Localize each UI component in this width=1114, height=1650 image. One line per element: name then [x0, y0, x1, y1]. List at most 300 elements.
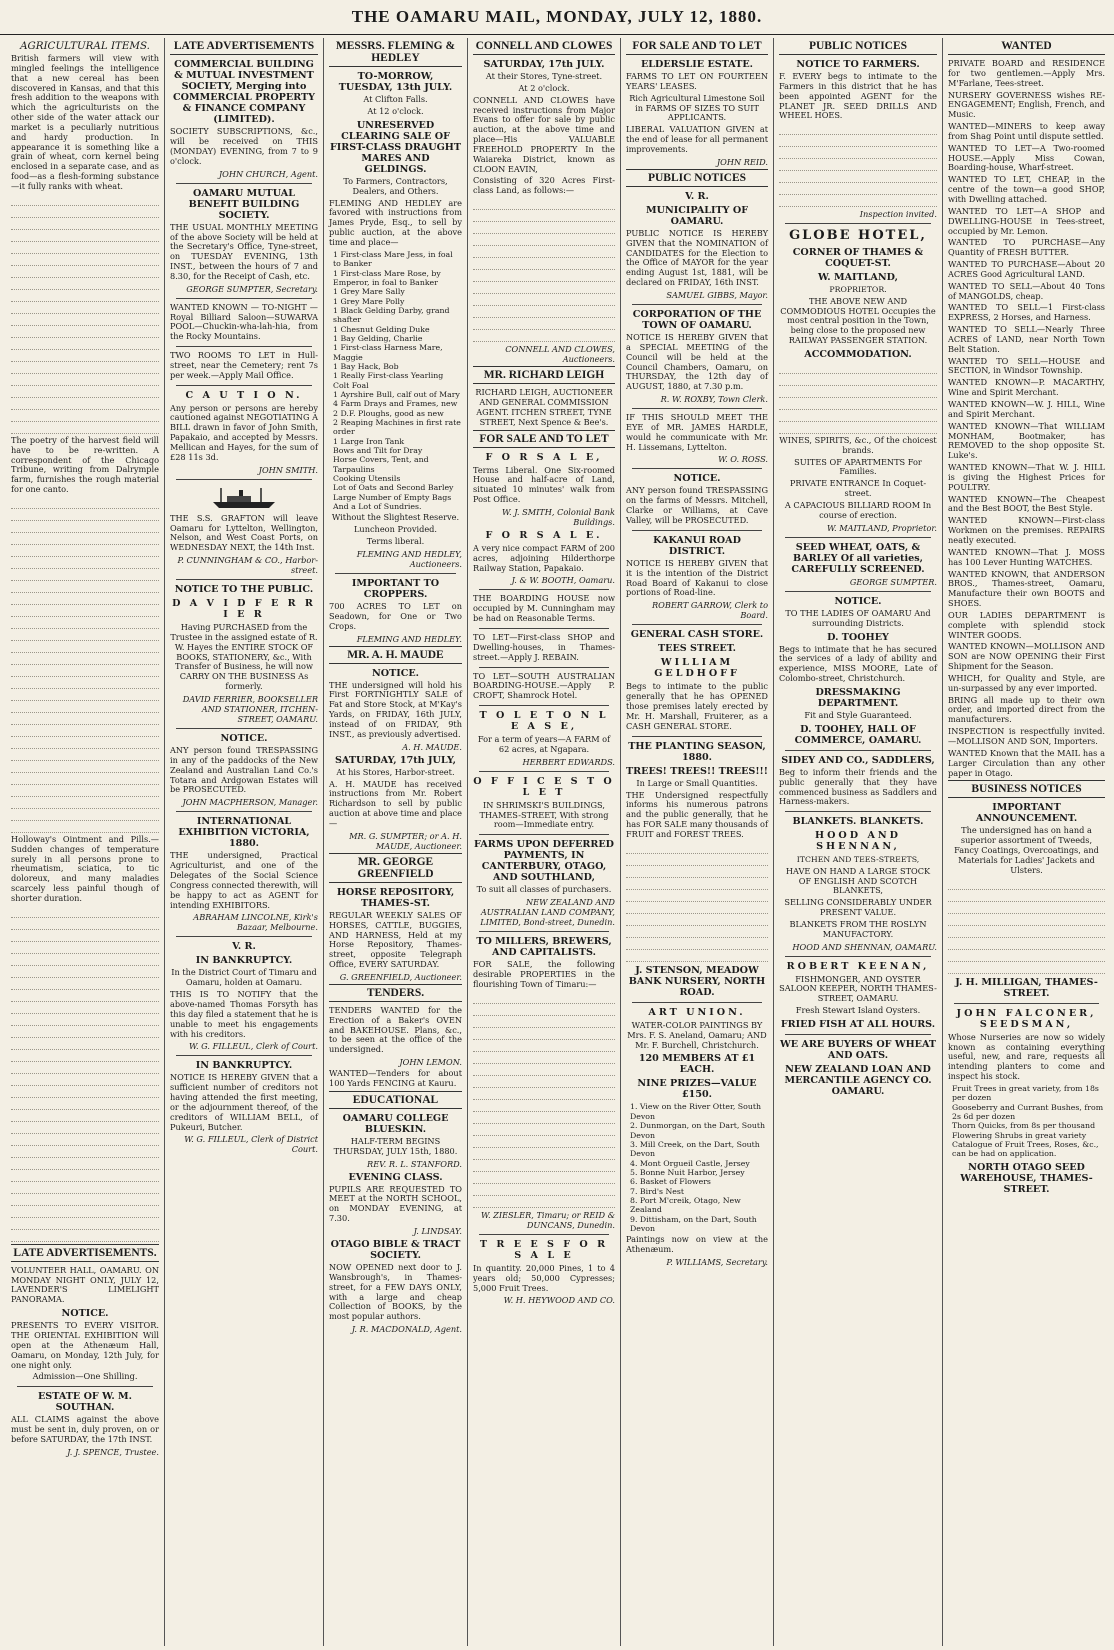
- text-lines: [626, 844, 768, 962]
- notice-title: THE PLANTING SEASON, 1880.: [628, 740, 766, 763]
- section-heading: PUBLIC NOTICES: [626, 169, 768, 187]
- signature: J. R. MACDONALD, Agent.: [351, 1324, 462, 1335]
- advert-text: NOTICE IS HEREBY GIVEN that a sufficient number of creditors not having attended the first meeting, or the adjournment thereof, of the creditors of WILLIAM BELL, of Pukeuri, Butcher.: [170, 1072, 318, 1132]
- signature: J. & W. BOOTH, Oamaru.: [511, 575, 615, 586]
- advert-text: ANY person found TRESPASSING in any of the paddocks of the New Zealand and Australian Land Co.'s Totara and Ardgowan Estates will be PROSECUTED.: [170, 745, 318, 795]
- wanted-ad: WANTED TO LET—A Two-roomed HOUSE.—Apply Miss Cowan, Boarding-house, Wharf-street.: [948, 142, 1105, 173]
- notice-title: SEED WHEAT, OATS, & BARLEY Of all varieties, CAREFULLY SCREENED.: [791, 541, 925, 575]
- list-item: 2 D.F. Ploughs, good as new: [333, 408, 444, 418]
- column-public-notices: [774, 38, 943, 1646]
- advert-text: ALL CLAIMS against the above must be sent in, duly proven, on or before SATURDAY, the 17th INST.: [11, 1414, 159, 1444]
- notice-title: EVENING CLASS.: [348, 1171, 443, 1183]
- list-item: 1 Grey Mare Sally: [333, 287, 405, 297]
- text-lines: [948, 880, 1105, 974]
- advert-text: ITCHEN AND TEES-STREETS,: [796, 855, 920, 865]
- list-item: Horse Covers, Tent, and Tarpaulins: [333, 455, 429, 474]
- advertiser-name: JOHN FALCONER, SEEDSMAN,: [956, 1007, 1097, 1030]
- list-item: 1. View on the River Otter, South Devon: [630, 1102, 762, 1121]
- wanted-ad: OUR LADIES DEPARTMENT is complete with splendid stock WINTER GOODS.: [948, 609, 1105, 640]
- notice-title: INTERNATIONAL EXHIBITION VICTORIA, 1880.: [178, 816, 310, 850]
- signature: JOHN CHURCH, Agent.: [218, 168, 318, 179]
- notice-title: COMMERCIAL BUILDING & MUTUAL INVESTMENT SOCIETY, Merging into COMMERCIAL PROPERTY & FINANCE COMPANY (LIMITED).: [172, 59, 316, 126]
- text-lines: [11, 499, 159, 833]
- late-advertisements-heading: LATE ADVERTISEMENTS.: [11, 1244, 159, 1262]
- signature: W. G. FILLEUL, Clerk of Court.: [189, 1041, 318, 1052]
- divider: [479, 705, 609, 706]
- proprietor-label: PROPRIETOR.: [829, 285, 887, 295]
- royal-cipher: V. R.: [232, 941, 256, 953]
- list-item: Large Number of Empty Bags: [333, 492, 452, 502]
- signature: FLEMING AND HEDLEY, Auctioneers.: [356, 548, 462, 569]
- advertiser-name: WILLIAM GELDHOFF: [654, 657, 740, 680]
- signature: GEORGE SUMPTER.: [849, 576, 937, 587]
- divider: [479, 771, 609, 772]
- list-item: 1 First-class Mare Rose, by Emperor, in foal to Banker: [333, 268, 441, 287]
- notice-subtitle: CORNER OF THAMES & COQUET-ST.: [792, 247, 924, 270]
- divider: [785, 956, 931, 957]
- divider: [176, 183, 312, 184]
- notice-title: OAMARU MUTUAL BENEFIT BUILDING SOCIETY.: [188, 187, 300, 221]
- column-connell-clowes: [468, 38, 621, 1646]
- section-heading: CONNELL AND CLOWES: [473, 38, 615, 55]
- advert-text: The undersigned has on hand a superior assortment of Tweeds, Fancy Coatings, Overcoatings, and Materials for Ladies' Jackets and Ulsters.: [954, 825, 1099, 875]
- advert-text: Fresh Stewart Island Oysters.: [795, 1005, 921, 1016]
- notice-subtitle: DRESSMAKING DEPARTMENT.: [815, 686, 901, 709]
- sale-date: TO-MORROW, TUESDAY, 13th JULY.: [338, 71, 453, 94]
- section-heading: TENDERS.: [329, 984, 462, 1002]
- advert-text: WATER-COLOR PAINTINGS BY Mrs. F. S. Aneland, Oamaru; AND Mr. F. Burchell, Christchurch.: [627, 1019, 767, 1050]
- advert-title: F O R S A L E,: [485, 451, 603, 463]
- advert-title: T R E E S F O R S A L E: [479, 1238, 609, 1261]
- advert-text: Fit and Style Guaranteed.: [804, 709, 912, 720]
- list-item: 1 Bay Gelding, Charlie: [333, 333, 423, 343]
- wanted-ad: NURSERY GOVERNESS wishes RE-ENGAGEMENT; English, French, and Music.: [948, 89, 1105, 120]
- wanted-ad: WANTED TO SELL—About 40 Tons of MANGOLDS, cheap.: [948, 280, 1105, 301]
- article-paragraph: Holloway's Ointment and Pills.—Sudden changes of temperature surely in all persons prone to rheumatism, sciatica, to tic doloreux, and many maladies scarcely less painful though of shorter duration.: [11, 833, 159, 903]
- section-heading: EDUCATIONAL: [329, 1091, 462, 1109]
- notice-title: IMPORTANT TO CROPPERS.: [351, 577, 440, 600]
- notice-title: ESTATE OF W. M. SOUTHAN.: [38, 1391, 132, 1414]
- divider: [176, 479, 312, 480]
- signature: ROBERT GARROW, Clerk to Board.: [651, 600, 768, 621]
- prize-list: [626, 1102, 768, 1233]
- advertiser-name: D A V I D F E R R I E R: [172, 598, 316, 621]
- hotel-name: GLOBE HOTEL,: [789, 228, 927, 244]
- advert-text: WANTED KNOWN — TO-NIGHT — Royal Billiard Saloon—SUWARVA POOL—Chuckin-wha-lah-hia, from the Rocky Mountains.: [170, 301, 318, 342]
- signature: W. J. SMITH, Colonial Bank Buildings.: [502, 506, 615, 527]
- advertiser-name: D. TOOHEY: [827, 631, 889, 643]
- wanted-ad: WANTED TO PURCHASE—Any Quantity of FRESH BUTTER.: [948, 237, 1105, 258]
- divider: [479, 589, 609, 590]
- advert-text: HALF-TERM BEGINS THURSDAY, JULY 15th, 1880.: [333, 1135, 458, 1156]
- list-item: Catalogue of Fruit Trees, Roses, &c., can be had on application.: [952, 1140, 1099, 1159]
- divider: [632, 408, 762, 409]
- list-item: Flowering Shrubs in great variety: [952, 1130, 1087, 1140]
- section-heading: FOR SALE AND TO LET: [473, 430, 615, 448]
- steamship-icon: [209, 484, 279, 510]
- wanted-ad: WANTED KNOWN—MOLLISON AND SON are NOW OPENING their First Shipment for the Season.: [948, 641, 1105, 672]
- advert-text: THIS IS TO NOTIFY that the above-named Thomas Forsyth has this day filed a statement that he is unable to meet his engagements with his creditors.: [170, 989, 318, 1039]
- wanted-ad: WANTED KNOWN, that ANDERSON BROS., Thames-street, Oamaru, Manufacture their own BOOTS and SHOES.: [948, 568, 1105, 609]
- notice-title: WE ARE BUYERS OF WHEAT AND OATS.: [779, 1038, 937, 1061]
- divider: [479, 667, 609, 668]
- signature: P. WILLIAMS, Secretary.: [666, 1256, 768, 1267]
- notice-subtitle: FRIED FISH AT ALL HOURS.: [780, 1018, 936, 1030]
- advert-text: Terms Liberal. One Six-roomed House and half-acre of Land, situated 10 minutes' walk from Post Office.: [473, 464, 615, 505]
- divider: [632, 624, 762, 625]
- advert-text: A CAPACIOUS BILLIARD ROOM In course of erection.: [784, 500, 932, 520]
- advert-text: NOTICE IS HEREBY GIVEN that a SPECIAL MEETING of the Council will be held at the Council Chambers, Oamaru, on THURSDAY, the 12th day of AUGUST, 1880, at 7.30 p.m.: [626, 332, 768, 392]
- list-item: 4. Mont Orgueil Castle, Jersey: [630, 1158, 750, 1168]
- advert-text: Begs to intimate that he has secured the services of a lady of ability and experience, MISS MOORE, Late of Colombo-street, Christchurch.: [779, 643, 937, 684]
- wanted-ad: INSPECTION is respectfully invited.—MOLLISON AND SON, Importers.: [948, 726, 1105, 746]
- list-item: 1 Bay Hack, Bob: [333, 361, 399, 371]
- advertiser-name: NEW ZEALAND LOAN AND MERCANTILE AGENCY CO. OAMARU.: [784, 1064, 932, 1098]
- signature: GEORGE SUMPTER, Secretary.: [186, 283, 318, 294]
- divider: [479, 834, 609, 835]
- divider: [785, 591, 931, 592]
- advert-title: ART UNION.: [648, 1006, 746, 1018]
- advert-text: LIBERAL VALUATION GIVEN at the end of lease for all permanent improvements.: [626, 124, 768, 154]
- signature: J. J. SPENCE, Trustee.: [67, 1446, 159, 1457]
- notice-title: FARMS UPON DEFERRED PAYMENTS, IN CANTERBURY, OTAGO, AND SOUTHLAND,: [474, 839, 614, 884]
- advert-text: A very nice compact FARM of 200 acres, adjoining Hilderthorpe Railway Station, Papakaio.: [473, 542, 615, 573]
- advert-text: THE BOARDING HOUSE now occupied by M. Cunningham may be had on Reasonable Terms.: [473, 593, 615, 624]
- advert-text: To Farmers, Contractors, Dealers, and Others.: [343, 175, 448, 196]
- sale-place: At their Stores, Tyne-street.: [485, 71, 603, 82]
- advertiser-name: NORTH OTAGO SEED WAREHOUSE, THAMES-STREET.: [960, 1161, 1093, 1195]
- divider: [176, 1055, 312, 1056]
- list-item: 1 Ayrshire Bull, calf out of Mary: [333, 389, 460, 399]
- signature: J. LINDSAY.: [413, 1225, 462, 1236]
- advert-text: WANTED—Tenders for about 100 Yards FENCING at Kauru.: [329, 1068, 462, 1088]
- advert-text: PRIVATE ENTRANCE In Coquet-street.: [789, 478, 927, 499]
- signature: W. O. ROSS.: [718, 454, 768, 465]
- notice-subtitle: ACCOMMODATION.: [804, 348, 912, 360]
- list-item: Gooseberry and Currant Bushes, from 2s 6d per dozen: [952, 1102, 1104, 1121]
- advert-text: CONNELL AND CLOWES have received instructions from Major Evans to offer for sale by public auction, at the above time and place—His VALUABLE FREEHOLD PROPERTY In the Waiareka District, known as CLOON EAVIN,: [473, 94, 615, 174]
- article-paragraph: The poetry of the harvest field will have to be re-written. A correspondent of the Chicago Tribune, writing from Dalrymple farm, furnishes the rough material for one canto.: [11, 434, 159, 495]
- notice-title: NOTICE.: [61, 1308, 109, 1320]
- notice-title: GENERAL CASH STORE.: [630, 629, 764, 641]
- list-item: 5. Bonne Nuit Harbor, Jersey: [630, 1167, 745, 1177]
- notice-title: NOTICE TO FARMERS.: [796, 59, 920, 70]
- list-item: Thorn Quicks, from 8s per thousand: [952, 1121, 1096, 1131]
- list-item: 4 Farm Drays and Frames, new: [333, 399, 458, 409]
- signature: JOHN LEMON.: [399, 1057, 462, 1068]
- sale-items-list: [329, 250, 462, 512]
- wanted-ad: WANTED—MINERS to keep away from Shag Point until dispute settled.: [948, 121, 1105, 141]
- advertiser-name: J. H. MILLIGAN, THAMES-STREET.: [955, 976, 1098, 999]
- advert-text: TO LET—First-class SHOP and Dwelling-houses, in Thames-street.—Apply J. REBAIN.: [473, 631, 615, 662]
- advert-text: A. H. MAUDE has received instructions from Mr. Robert Richardson to sell by public auction at above time and place—: [329, 778, 462, 828]
- column-agricultural-items: [6, 38, 165, 1646]
- advert-text: IF THIS SHOULD MEET THE EYE of MR. JAMES HARDLE, would he communicate with Mr. H. Lissemans, Lyttelton.: [626, 412, 768, 452]
- wanted-ad: WANTED KNOWN—That J. MOSS has 100 Lever Hunting WATCHES.: [948, 546, 1105, 567]
- notice-title: BLANKETS. BLANKETS.: [792, 816, 924, 828]
- advert-text: To suit all classes of purchasers.: [476, 884, 612, 895]
- signature: REV. R. L. STANFORD.: [367, 1158, 462, 1169]
- list-item: And a Lot of Sundries.: [333, 502, 422, 512]
- advert-title: T O L E T O N L E A S E,: [479, 710, 609, 733]
- advert-text: F. EVERY begs to intimate to the Farmers in this district that he has been appointed AGENT for the PLANET JR. SEED DRILLS AND WHEEL HOES.: [779, 71, 937, 121]
- wanted-ad: WANTED KNOWN—That WILLIAM MONHAM, Bootmaker, has REMOVED to the shop opposite St. Luke's.: [948, 420, 1105, 461]
- masthead: THE OAMARU MAIL, MONDAY, JULY 12, 1880.: [0, 0, 1114, 35]
- advert-text: BLANKETS FROM THE ROSLYN MANUFACTORY.: [789, 918, 927, 939]
- divider: [785, 1034, 931, 1035]
- wanted-ad: WANTED TO PURCHASE—About 20 ACRES Good Agricultural LAND.: [948, 259, 1105, 279]
- notice-title: TO MILLERS, BREWERS, AND CAPITALISTS.: [476, 936, 612, 959]
- column-wanted: [943, 38, 1110, 1646]
- advert-text: 700 ACRES TO LET on Seadown, for One or Two Crops.: [329, 601, 462, 631]
- divider: [632, 468, 762, 469]
- signature: R. W. ROXBY, Town Clerk.: [660, 394, 768, 405]
- notice-title: NOTICE.: [834, 595, 882, 607]
- advert-text: Terms liberal.: [366, 536, 425, 547]
- advert-text: Rich Agricultural Limestone Soil in FARMS OF SIZES TO SUIT APPLICANTS.: [629, 92, 765, 123]
- list-item: 1 First-class Mare Jess, in foal to Banker: [333, 249, 453, 269]
- divider: [176, 346, 312, 347]
- signature: P. CUNNINGHAM & CO., Harbor-street.: [177, 555, 318, 576]
- notice-title: MUNICIPALITY OF OAMARU.: [645, 204, 749, 227]
- section-heading: BUSINESS NOTICES: [948, 780, 1105, 798]
- advert-title: F O R S A L E.: [485, 529, 603, 541]
- advert-text: PRESENTS TO EVERY VISITOR. THE ORIENTAL EXHIBITION Will open at the Athenæum Hall, Oamaru, on Monday, 12th July, for one night only.: [11, 1320, 159, 1370]
- advert-text: In quantity. 20,000 Pines, 1 to 4 years old; 50,000 Cypresses; 5,000 Fruit Trees.: [473, 1262, 615, 1293]
- signature: CONNELL AND CLOWES, Auctioneers.: [505, 344, 615, 365]
- advert-text: NOW OPENED next door to J. Wansbrough's, in Thames-street, for a FEW DAYS ONLY, with a large and cheap Collection of BOOKS, by the most popular authors.: [329, 1262, 462, 1322]
- advert-text: THE USUAL MONTHLY MEETING of the above Society will be held at the Secretary's Office, Tyne-street, on TUESDAY EVENING, 13th INST., between the hours of 7 and 8.30, for the Receipt of Cash, etc.: [170, 221, 318, 281]
- signature: NEW ZEALAND AND AUSTRALIAN LAND COMPANY, LIMITED, Bond-street, Dunedin.: [480, 897, 615, 928]
- list-item: 1 Grey Mare Polly: [333, 296, 405, 306]
- text-lines: [473, 200, 615, 342]
- signature: ABRAHAM LINCOLNE, Kirk's Bazaar, Melbourne.: [193, 912, 318, 933]
- text-lines: [779, 125, 937, 207]
- wanted-ad: WANTED TO SELL—1 First-class EXPRESS, 2 Horses, and Harness.: [948, 302, 1105, 323]
- list-item: 1 Chesnut Gelding Duke: [333, 324, 430, 334]
- notice-title: IMPORTANT ANNOUNCEMENT.: [975, 802, 1078, 825]
- list-item: Fruit Trees in great variety, from 18s per dozen: [952, 1083, 1099, 1103]
- advert-text: THE ABOVE NEW AND COMMODIOUS HOTEL Occupies the most central position in the Town, being close to the proposed new RAILWAY PASSENGER STATION.: [780, 295, 936, 346]
- divider: [176, 385, 312, 386]
- notice-title: NOTICE.: [371, 667, 420, 679]
- advert-text: THE Undersigned respectfully informs his numerous patrons and the public generally, that he has FOR SALE many thousands of FRUIT and FOREST TREES.: [626, 789, 768, 839]
- advert-text: For a term of years—A FARM of 62 acres, at Ngapara.: [477, 734, 611, 754]
- advertiser-name: W. MAITLAND,: [818, 272, 898, 284]
- signature: W. ZIESLER, Timaru; or REID & DUNCANS, Dunedin.: [480, 1209, 615, 1230]
- advert-text: Having PURCHASED from the Trustee in the assigned estate of R. W. Hayes the ENTIRE STOCK OF BOOKS, STATIONERY, &c., With Transfer of Business, he will now CARRY ON THE BUSINESS As formerly.: [170, 622, 318, 692]
- advert-text: Luncheon Provided.: [353, 524, 438, 535]
- divider: [632, 530, 762, 531]
- divider: [785, 223, 931, 224]
- section-heading: MESSRS. FLEMING & HEDLEY: [329, 38, 462, 67]
- divider: [479, 931, 609, 932]
- sale-time: At 12 o'clock.: [367, 105, 424, 116]
- notice-title: OAMARU COLLEGE BLUESKIN.: [342, 1112, 449, 1135]
- column-for-sale-public-notices: [621, 38, 774, 1646]
- advert-text: ANY person found TRESPASSING on the farms of Messrs. Mitchell, Clarke or Williams, at Cave Valley, will be PROSECUTED.: [626, 485, 768, 525]
- text-lines: [11, 196, 159, 434]
- signature: FLEMING AND HEDLEY.: [356, 633, 462, 644]
- wanted-ad: WANTED TO LET—A SHOP and DWELLING-HOUSE in Tees-street, occupied by Mr. Lemon.: [948, 205, 1105, 236]
- advert-text: TO THE LADIES OF OAMARU And surrounding Districts.: [785, 607, 931, 628]
- notice-title: NOTICE.: [220, 733, 268, 744]
- divider: [176, 579, 312, 580]
- divider: [176, 298, 312, 299]
- sale-date: SATURDAY, 17th JULY.: [483, 59, 605, 70]
- advert-text: VOLUNTEER HALL, OAMARU. ON MONDAY NIGHT ONLY, JULY 12, LAVENDER'S LIMELIGHT PANORAMA.: [11, 1264, 159, 1305]
- wanted-ad: PRIVATE BOARD and RESIDENCE for two gentlemen.—Apply Mrs. M'Farlane, Tees-street.: [948, 58, 1105, 88]
- advert-text: TO LET—SOUTH AUSTRALIAN BOARDING-HOUSE.—Apply P. CROFT, Shamrock Hotel.: [473, 670, 615, 701]
- advert-text: FISHMONGER, AND OYSTER SALOON KEEPER, NORTH THAMES-STREET, OAMARU.: [779, 973, 937, 1004]
- advert-text: TENDERS WANTED for the Erection of a Baker's OVEN and BAKEHOUSE. Plans, &c., to be seen at the office of the undersigned.: [329, 1004, 462, 1055]
- sale-time: At 2 o'clock.: [518, 82, 570, 93]
- advert-text: In Large or Small Quantities.: [636, 777, 758, 788]
- list-item: 1 Black Gelding Darby, grand shafter: [333, 305, 450, 325]
- notice-title: KAKANUI ROAD DISTRICT.: [653, 534, 741, 557]
- wanted-ad: WANTED KNOWN—W. J. HILL, Wine and Spirit Merchant.: [948, 399, 1105, 419]
- text-lines: [779, 364, 937, 434]
- sale-place: At his Stores, Harbor-street.: [336, 766, 455, 777]
- advert-text: THE undersigned will hold his First FORTNIGHTLY SALE of Fat and Store Stock, at M'Kay's Yards, on FRIDAY, 16th JULY, instead of on FRIDAY, 9th INST., as previously advertised.: [329, 679, 462, 739]
- notice-title: OTAGO BIBLE & TRACT SOCIETY.: [330, 1238, 461, 1261]
- notice-subtitle: 120 MEMBERS AT £1 EACH.: [638, 1053, 756, 1076]
- list-item: 9. Dittisham, on the Dart, South Devon: [630, 1214, 757, 1233]
- advert-text: Paintings now on view at the Athenæum.: [626, 1234, 768, 1255]
- wanted-ad: BRING all made up to their own order, and imported direct from the manufacturers.: [948, 694, 1105, 725]
- list-item: 6. Basket of Flowers: [630, 1177, 711, 1187]
- signature: Inspection invited.: [859, 209, 937, 220]
- signature: DAVID FERRIER, BOOKSELLER AND STATIONER, ITCHEN-STREET, OAMARU.: [182, 694, 318, 724]
- notice-title: SIDEY AND CO., SADDLERS,: [781, 754, 935, 766]
- list-item: 1 First-class Harness Mare, Maggie: [333, 343, 443, 362]
- columns: [6, 38, 1110, 1646]
- royal-cipher: V. R.: [685, 190, 709, 202]
- advertiser-name: HOOD AND SHENNAN,: [815, 830, 901, 853]
- wanted-ad: WHICH, for Quality and Style, are un-surpassed by any ever imported.: [948, 672, 1105, 693]
- section-heading: WANTED: [948, 38, 1105, 55]
- advertiser-name: ROBERT KEENAN,: [786, 960, 930, 972]
- section-heading: MR. RICHARD LEIGH: [473, 366, 615, 384]
- advert-text: FARMS TO LET ON FOURTEEN YEARS' LEASES.: [626, 71, 768, 91]
- divider: [479, 1234, 609, 1235]
- section-heading: LATE ADVERTISEMENTS: [170, 38, 318, 55]
- advert-text: In the District Court of Timaru and Oamaru, holden at Oamaru.: [171, 967, 317, 988]
- wanted-ad: WANTED KNOWN—That W. J. HILL is giving the Highest Prices for POULTRY.: [948, 462, 1105, 492]
- list-item: Bows and Tilt for Dray: [333, 446, 423, 456]
- divider: [785, 811, 931, 812]
- wanted-ad: WANTED TO SELL—Nearly Three ACRES of LAND, near North Town Belt Station.: [948, 324, 1105, 354]
- advert-text: Whose Nurseries are now so widely known as containing everything useful, new, and rare, requests all intending planters to come and inspect his stock.: [948, 1031, 1105, 1082]
- advert-text: WINES, SPIRITS, &c., Of the choicest brands.: [779, 434, 937, 455]
- column-fleming-hedley: [324, 38, 468, 1646]
- divider: [785, 537, 931, 538]
- wanted-ad: WANTED KNOWN—The Cheapest and the Best BOOT, the Best Style.: [948, 493, 1105, 514]
- advert-text: Consisting of 320 Acres First-class Land, as follows:—: [473, 175, 615, 196]
- notice-title: IN BANKRUPTCY.: [195, 1060, 293, 1072]
- divider: [785, 750, 931, 751]
- notice-subtitle: TEES STREET.: [658, 643, 736, 655]
- signature: SAMUEL GIBBS, Mayor.: [666, 289, 768, 300]
- notice-title: IN BANKRUPTCY.: [195, 955, 293, 967]
- list-item: 8. Port M'creik, Otago, New Zealand: [630, 1195, 741, 1215]
- advert-text: HAVE ON HAND A LARGE STOCK OF ENGLISH AND SCOTCH BLANKETS,: [785, 865, 931, 896]
- wanted-ad: WANTED KNOWN—First-class Workmen on the premises. REPAIRS neatly executed.: [948, 515, 1105, 545]
- divider: [954, 1003, 1099, 1004]
- wanted-ad: WANTED TO SELL—HOUSE and SECTION, in Windsor Township.: [948, 355, 1105, 376]
- signature: HOOD AND SHENNAN, OAMARU.: [792, 941, 937, 952]
- column-late-advertisements: [165, 38, 324, 1646]
- list-item: 1 Really First-class Yearling Colt Foal: [333, 371, 444, 390]
- advert-title: O F F I C E S T O L E T: [473, 775, 615, 798]
- divider: [176, 728, 312, 729]
- advert-text: TWO ROOMS TO LET in Hull-street, near the Cemetery; rent 7s per week.—Apply Mail Office.: [170, 350, 318, 380]
- advert-text: Without the Slightest Reserve.: [331, 512, 460, 523]
- advert-text: FOR SALE, the following desirable PROPERTIES in the flourishing Town of Timaru:—: [473, 959, 615, 989]
- list-item: Lot of Oats and Second Barley: [333, 483, 454, 493]
- section-heading: MR. GEORGE GREENFIELD: [329, 853, 462, 883]
- advertiser-name: J. STENSON, MEADOW BANK NURSERY, NORTH ROAD.: [628, 964, 766, 998]
- advert-text: SUITES OF APARTMENTS For Families.: [794, 456, 922, 477]
- article-paragraph: British farmers will view with mingled feelings the intelligence that a new cereal has been discovered in Kansas, and that this fresh addition to the weapons with which the agriculturists on the other side of the water attack our market is a peculiarly nutritious and hardy production. In appearance it is something like a grain of wheat, corn kernel being enclosed in a separate case, and as food—as a flesh-forming substance—it fully ranks with wheat.: [11, 53, 159, 191]
- advert-text: IN SHRIMSKI'S BUILDINGS, THAMES-STREET, With strong room—Immediate entry.: [479, 799, 609, 830]
- list-item: Cooking Utensils: [333, 474, 401, 484]
- notice-title: ELDERSLIE ESTATE.: [640, 59, 754, 70]
- nursery-list: [948, 1084, 1105, 1159]
- advert-text: REGULAR WEEKLY SALES OF HORSES, CATTLE, BUGGIES, AND HARNESS, Held at my Horse Repository, Thames-street, opposite Telegraph Office, EVERY SATURDAY.: [329, 909, 462, 970]
- section-heading: MR. A. H. MAUDE: [329, 646, 462, 664]
- wanted-ad: WANTED Known that the MAIL has a Larger Circulation than any other paper in Otago.: [948, 747, 1105, 778]
- advert-text: Admission—One Shilling.: [32, 1371, 138, 1382]
- signature: HERBERT EDWARDS.: [522, 756, 615, 767]
- signature: MR. G. SUMPTER; or A. H. MAUDE, Auctioneer.: [349, 830, 462, 851]
- signature: JOHN REID.: [716, 156, 768, 167]
- advert-text: PUPILS ARE REQUESTED TO MEET at the NORTH SCHOOL, on MONDAY EVENING, at 7.30.: [329, 1183, 462, 1224]
- divider: [176, 811, 312, 812]
- signature: JOHN MACPHERSON, Manager.: [182, 797, 318, 808]
- section-heading: FOR SALE AND TO LET: [626, 38, 768, 55]
- signature: W. H. HEYWOOD AND CO.: [503, 1295, 615, 1306]
- notice-subtitle: NINE PRIZES—VALUE £150.: [637, 1078, 757, 1101]
- signature: G. GREENFIELD, Auctioneer.: [339, 971, 462, 982]
- advert-text: PUBLIC NOTICE IS HEREBY GIVEN that the NOMINATION of CANDIDATES for the Election to the Office of MAYOR for the year ending August 1st, 1881, will be declared on FRIDAY, 16th INST.: [626, 227, 768, 288]
- text-lines: [473, 994, 615, 1208]
- notice-subtitle: TREES! TREES!! TREES!!!: [626, 765, 768, 777]
- list-item: 3. Mill Creek, on the Dart, South Devon: [630, 1139, 760, 1159]
- section-heading: AGRICULTURAL ITEMS.: [20, 40, 150, 52]
- signature: A. H. MAUDE.: [402, 741, 462, 752]
- advert-text: SOCIETY SUBSCRIPTIONS, &c., will be received on THIS (MONDAY) EVENING, from 7 to 9 o'clock.: [170, 126, 318, 166]
- advert-text: THE S.S. GRAFTON will leave Oamaru for Lyttelton, Wellington, Nelson, and West Coast Ports, on WEDNESDAY NEXT, the 14th Inst.: [170, 512, 318, 553]
- notice-title: UNRESERVED CLEARING SALE OF FIRST-CLASS DRAUGHT MARES AND GELDINGS.: [329, 119, 462, 175]
- signature: W. G. FILLEUL, Clerk of District Court.: [184, 1134, 318, 1155]
- advert-text: SELLING CONSIDERABLY UNDER PRESENT VALUE.: [784, 897, 932, 918]
- divider: [632, 304, 762, 305]
- text-lines: [11, 908, 159, 1242]
- advertiser-name: D. TOOHEY, HALL OF COMMERCE, OAMARU.: [794, 723, 922, 746]
- list-item: 2 Reaping Machines in first rate order: [333, 418, 461, 437]
- divider: [479, 628, 609, 629]
- divider: [335, 573, 456, 574]
- list-item: 2. Dunmorgan, on the Dart, South Devon: [630, 1121, 766, 1140]
- wanted-ad: WANTED TO LET, CHEAP, in the centre of the town—a good SHOP, with Dwelling attached.: [948, 174, 1105, 204]
- advert-text: Beg to inform their friends and the public generally that they have commenced business as Saddlers and Harness-makers.: [779, 766, 937, 807]
- signature: JOHN SMITH.: [258, 464, 318, 475]
- advert-text: FLEMING AND HEDLEY are favored with instructions from James Pryde, Esq., to sell by public auction, at the above time and place—: [329, 197, 462, 247]
- divider: [632, 1002, 762, 1003]
- notice-title: CORPORATION OF THE TOWN OF OAMARU.: [632, 308, 762, 331]
- signature: W. MAITLAND, Proprietor.: [827, 522, 937, 533]
